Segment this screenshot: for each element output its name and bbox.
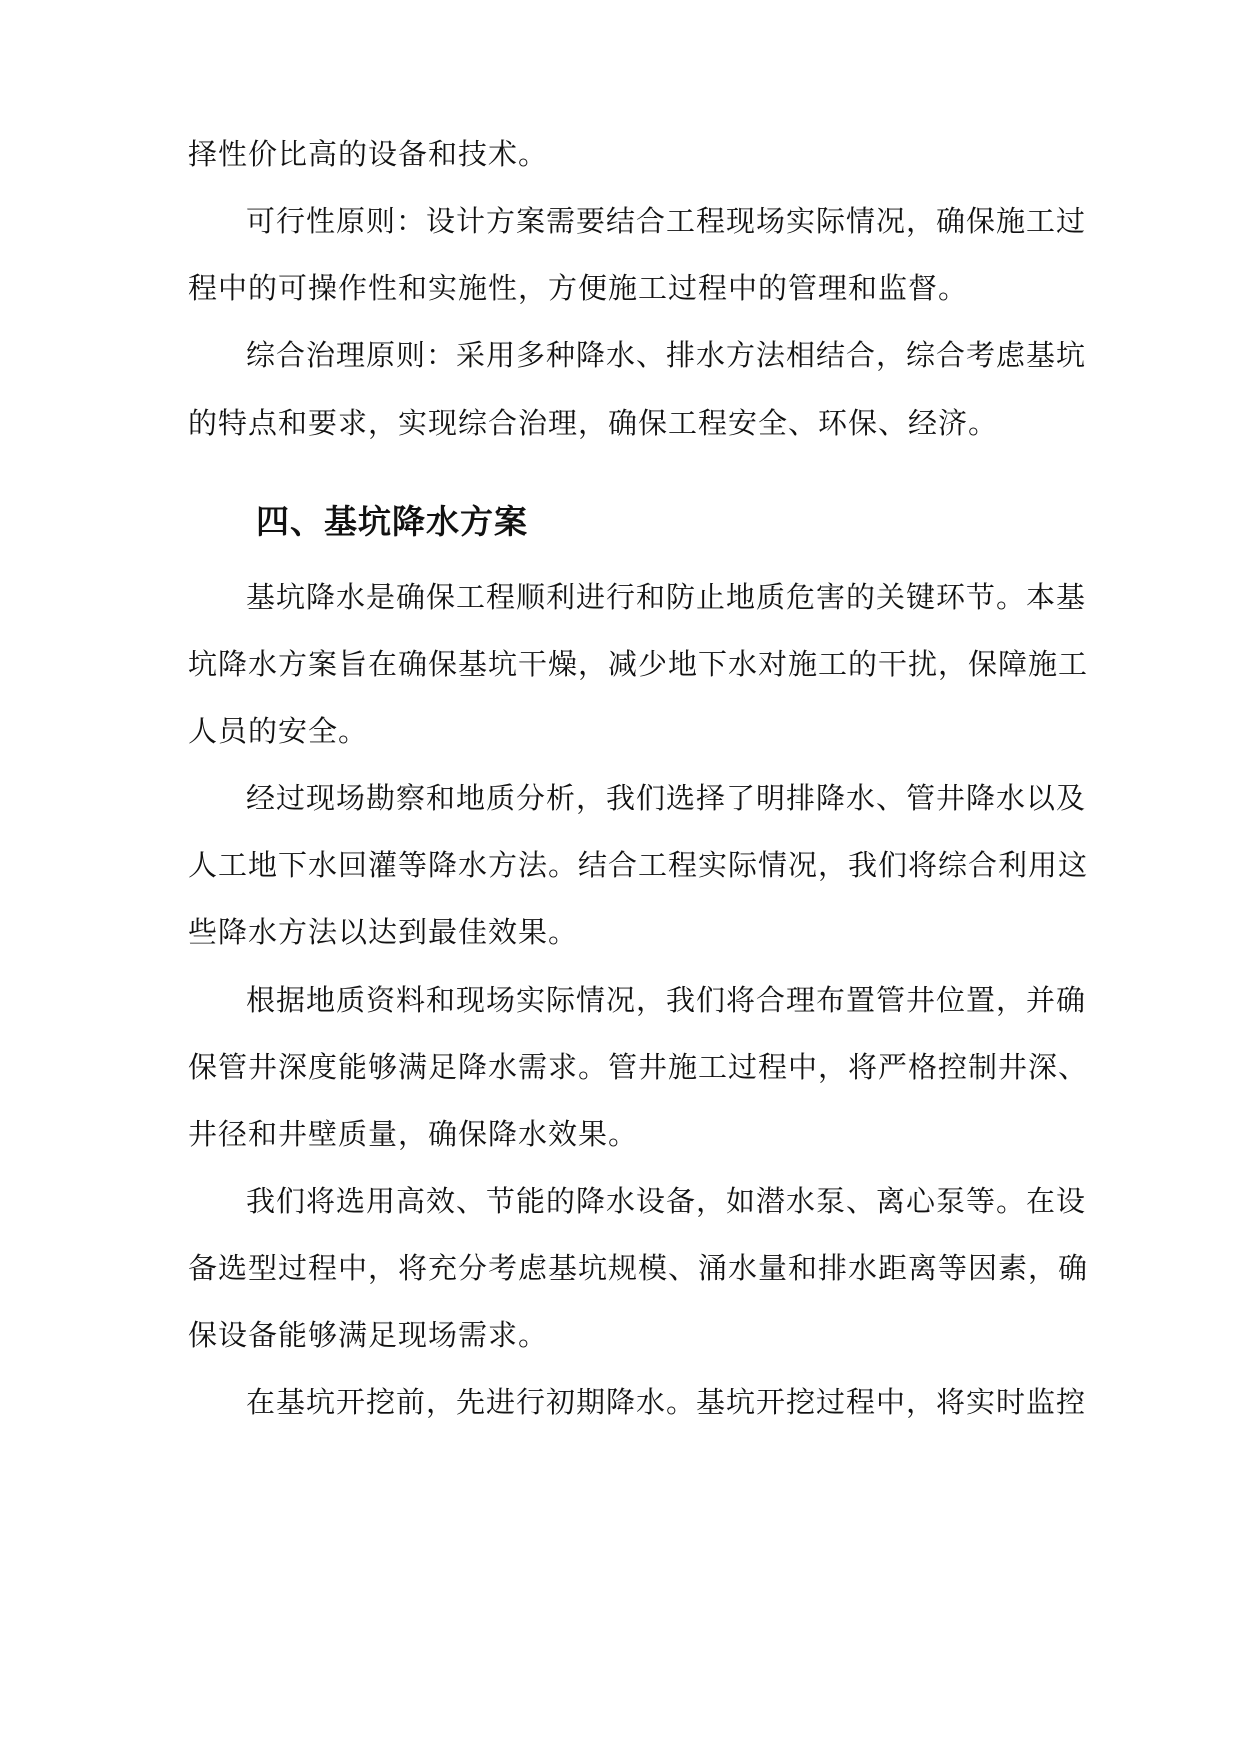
text-line: 保设备能够满足现场需求。 [188, 1318, 549, 1352]
text-line: 些降水方法以达到最佳效果。 [188, 915, 579, 949]
paragraph-start: 根据地质资料和现场实际情况，我们将合理布置管井位置，并确 [246, 983, 1087, 1017]
paragraph-comprehensive-principle: 综合治理原则：采用多种降水、排水方法相结合，综合考虑基坑 [246, 338, 1087, 372]
text-line: 坑降水方案旨在确保基坑干燥，减少地下水对施工的干扰，保障施工 [188, 647, 1089, 681]
paragraph-start: 基坑降水是确保工程顺利进行和防止地质危害的关键环节。本基 [246, 580, 1087, 614]
text-line: 程中的可操作性和实施性，方便施工过程中的管理和监督。 [188, 271, 969, 305]
section-heading: 四、基坑降水方案 [256, 502, 528, 541]
text-line: 人员的安全。 [188, 714, 369, 748]
text-line: 择性价比高的设备和技术。 [188, 137, 549, 171]
paragraph-start: 在基坑开挖前，先进行初期降水。基坑开挖过程中，将实时监控 [246, 1385, 1087, 1419]
text-line: 的特点和要求，实现综合治理，确保工程安全、环保、经济。 [188, 406, 999, 440]
text-line: 备选型过程中，将充分考虑基坑规模、涌水量和排水距离等因素，确 [188, 1251, 1089, 1285]
paragraph-feasibility-principle: 可行性原则：设计方案需要结合工程现场实际情况，确保施工过 [246, 204, 1087, 238]
text-line: 井径和井壁质量，确保降水效果。 [188, 1117, 639, 1151]
paragraph-start: 经过现场勘察和地质分析，我们选择了明排降水、管井降水以及 [246, 781, 1087, 815]
text-line: 保管井深度能够满足降水需求。管井施工过程中，将严格控制井深、 [188, 1050, 1089, 1084]
text-line: 人工地下水回灌等降水方法。结合工程实际情况，我们将综合利用这 [188, 848, 1089, 882]
paragraph-start: 我们将选用高效、节能的降水设备，如潜水泵、离心泵等。在设 [246, 1184, 1087, 1218]
